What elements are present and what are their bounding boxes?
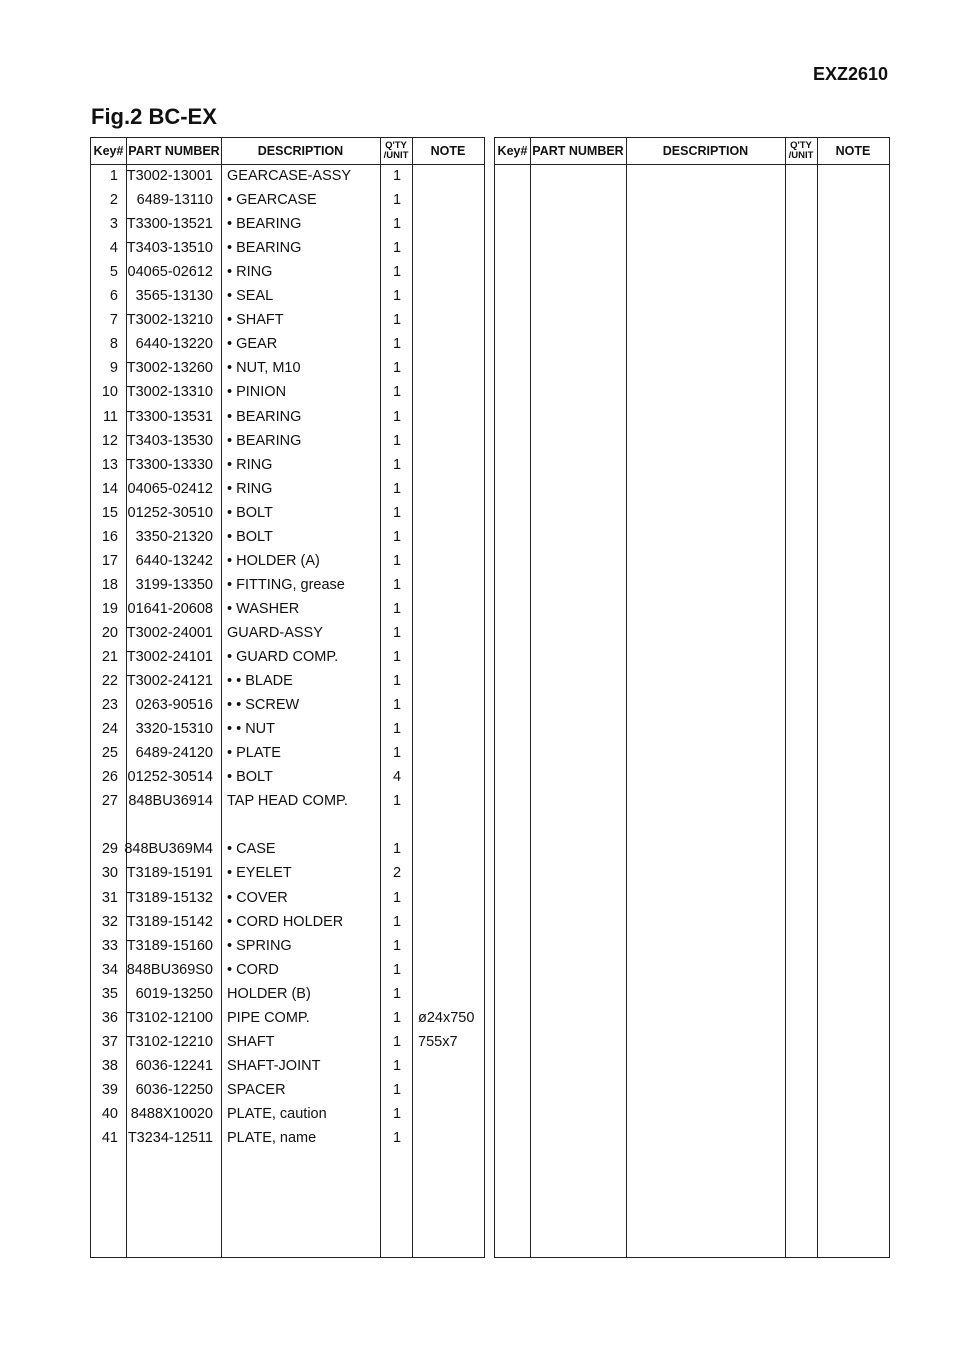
qty-cell: 1 — [392, 168, 402, 184]
table-row — [91, 718, 484, 742]
qty-cell: 1 — [392, 745, 402, 762]
description-cell: • SEAL — [227, 288, 274, 305]
part-number-cell: T3403-13510 — [126, 240, 213, 257]
description-cell: • NUT, M10 — [227, 360, 301, 377]
qty-cell: 1 — [392, 793, 402, 810]
table-row — [91, 670, 484, 694]
parts-table-left — [90, 137, 485, 1258]
part-number-cell: T3002-13210 — [126, 312, 213, 329]
key-cell: 18 — [101, 576, 118, 593]
header-key-right: Key# — [497, 144, 528, 158]
qty-cell: 1 — [392, 961, 402, 978]
part-number-cell: 848BU369M4 — [124, 841, 213, 858]
table-row — [91, 598, 484, 622]
part-number-cell: 6440-13220 — [135, 336, 213, 353]
part-number-cell: T3002-13001 — [126, 168, 213, 184]
qty-cell: 1 — [392, 576, 402, 593]
part-number-cell: 8488X10020 — [130, 1105, 213, 1122]
key-cell: 5 — [109, 264, 118, 281]
table-row — [91, 478, 484, 502]
table-row — [91, 1103, 484, 1127]
key-cell: 26 — [101, 769, 118, 786]
key-cell: 11 — [102, 408, 118, 425]
parts-table-right — [494, 137, 890, 1258]
qty-cell: 1 — [392, 1009, 402, 1026]
part-number-cell: T3300-13330 — [126, 456, 213, 473]
description-cell: • BEARING — [227, 432, 302, 449]
description-cell: SPACER — [227, 1081, 286, 1098]
part-number-cell: 6036-12250 — [135, 1081, 213, 1098]
qty-cell: 1 — [392, 216, 402, 233]
part-number-cell: T3189-15132 — [126, 889, 213, 906]
part-number-cell: T3234-12511 — [127, 1130, 213, 1146]
qty-cell: 4 — [392, 769, 402, 786]
key-cell: 17 — [101, 552, 118, 569]
description-cell: • BEARING — [227, 408, 302, 425]
table-row — [91, 285, 484, 309]
description-cell: • COVER — [227, 889, 288, 906]
table-row — [91, 1055, 484, 1079]
part-number-cell: T3189-15142 — [126, 913, 213, 930]
table-row — [91, 1031, 484, 1055]
table-row — [91, 454, 484, 478]
key-cell: 15 — [101, 504, 118, 521]
table-row — [91, 189, 484, 213]
header-qty — [380, 138, 412, 164]
description-cell: • PLATE — [227, 745, 281, 762]
description-cell: SHAFT — [227, 1033, 275, 1050]
key-cell: 27 — [101, 793, 118, 810]
note-cell: 755x7 — [418, 1033, 458, 1050]
table-row — [91, 646, 484, 670]
part-number-cell: T3102-12100 — [126, 1009, 213, 1026]
table-row — [91, 1079, 484, 1103]
key-cell: 23 — [101, 697, 118, 714]
key-cell: 21 — [101, 649, 118, 665]
description-cell: • RING — [227, 456, 273, 473]
key-cell: 20 — [101, 624, 118, 641]
key-cell: 32 — [101, 913, 118, 930]
model-number: EXZ2610 — [812, 64, 888, 84]
key-cell: 13 — [101, 456, 118, 473]
description-cell: • GEAR — [227, 336, 278, 353]
description-cell: • PINION — [227, 384, 287, 401]
description-cell: HOLDER (B) — [227, 985, 311, 1002]
description-cell: • RING — [227, 264, 273, 281]
description-cell: • GUARD COMP. — [227, 649, 339, 665]
description-cell: • BOLT — [227, 504, 273, 521]
part-number-cell: 01641-20608 — [127, 600, 213, 617]
qty-cell: 1 — [392, 288, 402, 305]
part-number-cell: T3002-24101 — [126, 649, 213, 665]
qty-cell: 1 — [392, 432, 402, 449]
header-description: DESCRIPTION — [257, 144, 344, 158]
key-cell: 30 — [101, 865, 118, 882]
description-cell: • SPRING — [227, 937, 292, 954]
key-cell: 39 — [101, 1081, 118, 1098]
description-cell: SHAFT-JOINT — [227, 1057, 321, 1074]
figure-title: Fig.2 BC-EX — [91, 104, 217, 129]
qty-cell: 1 — [392, 360, 402, 377]
key-cell: 19 — [101, 600, 118, 617]
note-cell: ø24x750 — [418, 1009, 475, 1026]
qty-cell: 1 — [392, 1057, 402, 1074]
table-row — [91, 574, 484, 598]
description-cell: • BEARING — [227, 240, 302, 257]
table-row — [91, 935, 484, 959]
table-row — [91, 1007, 484, 1031]
description-cell: • • SCREW — [227, 697, 300, 714]
qty-cell: 1 — [392, 480, 402, 497]
part-number-cell: T3300-13531 — [126, 408, 213, 425]
qty-cell: 2 — [392, 865, 402, 882]
part-number-cell: T3002-24121 — [126, 673, 213, 690]
description-cell: • • NUT — [227, 721, 276, 738]
table-row — [91, 766, 484, 790]
table-row — [91, 742, 484, 766]
part-number-cell: 3565-13130 — [135, 288, 213, 305]
key-cell: 9 — [109, 360, 118, 377]
table-row — [91, 694, 484, 718]
description-cell: • HOLDER (A) — [227, 552, 320, 569]
table-row — [91, 502, 484, 526]
description-cell: • • BLADE — [227, 673, 293, 690]
table-row — [91, 261, 484, 285]
part-number-cell: T3102-12210 — [126, 1033, 213, 1050]
key-cell: 41 — [101, 1130, 118, 1146]
qty-cell: 1 — [392, 336, 402, 353]
key-cell: 35 — [101, 985, 118, 1002]
table-row — [91, 862, 484, 886]
description-cell: • EYELET — [227, 865, 292, 882]
description-cell: • CORD — [227, 961, 279, 978]
part-number-cell: 6019-13250 — [135, 985, 213, 1002]
header-qty-line1: Q'TY — [385, 140, 407, 151]
part-number-cell: 6489-13110 — [136, 192, 213, 209]
qty-cell: 1 — [392, 552, 402, 569]
qty-cell: 1 — [392, 456, 402, 473]
qty-cell: 1 — [392, 937, 402, 954]
description-cell: • WASHER — [227, 600, 300, 617]
key-cell: 22 — [101, 673, 118, 690]
qty-cell: 1 — [392, 1033, 402, 1050]
qty-cell: 1 — [392, 192, 402, 209]
header-qty-right — [785, 138, 817, 164]
part-number-cell: 0263-90516 — [135, 697, 213, 714]
table-row — [91, 165, 484, 189]
part-number-cell: 01252-30510 — [127, 504, 213, 521]
table-row — [91, 887, 484, 911]
part-number-cell: 04065-02612 — [127, 264, 213, 281]
qty-cell: 1 — [392, 985, 402, 1002]
key-cell: 36 — [101, 1009, 118, 1026]
table-row — [91, 622, 484, 646]
description-cell: PLATE, name — [227, 1130, 317, 1146]
description-cell: • CORD HOLDER — [227, 913, 344, 930]
part-number-cell: 3199-13350 — [135, 576, 213, 593]
table-row — [91, 237, 484, 261]
table-row — [91, 838, 484, 862]
qty-cell: 1 — [392, 408, 402, 425]
qty-cell: 1 — [392, 697, 402, 714]
header-note: NOTE — [430, 144, 466, 158]
table-row — [91, 790, 484, 814]
table-row — [91, 550, 484, 574]
header-key: Key# — [93, 144, 124, 158]
table-row — [91, 430, 484, 454]
part-number-cell: 6489-24120 — [135, 745, 213, 762]
qty-cell: 1 — [392, 1130, 402, 1146]
description-cell: • BEARING — [227, 216, 302, 233]
qty-cell: 1 — [392, 384, 402, 401]
key-cell: 2 — [109, 192, 118, 209]
header-part-number: PART NUMBER — [128, 144, 220, 158]
description-cell: • GEARCASE — [227, 192, 317, 209]
key-cell: 40 — [101, 1105, 118, 1122]
qty-cell: 1 — [392, 721, 402, 738]
key-cell: 8 — [109, 336, 118, 353]
key-cell: 29 — [101, 841, 118, 858]
description-cell: • CASE — [227, 841, 276, 858]
table-row — [91, 814, 484, 838]
key-cell: 25 — [101, 745, 118, 762]
key-cell: 3 — [109, 216, 118, 233]
part-number-cell: 3320-15310 — [135, 721, 213, 738]
key-cell: 34 — [101, 961, 118, 978]
table-row — [91, 213, 484, 237]
header-part-number-right: PART NUMBER — [532, 144, 624, 158]
table-row — [91, 381, 484, 405]
description-cell: • BOLT — [227, 528, 273, 545]
part-number-cell: 04065-02412 — [127, 480, 213, 497]
qty-cell: 1 — [392, 600, 402, 617]
qty-cell: 1 — [392, 649, 402, 665]
key-cell: 31 — [101, 889, 118, 906]
key-cell: 33 — [101, 937, 118, 954]
part-number-cell: T3002-13260 — [126, 360, 213, 377]
part-number-cell: T3300-13521 — [126, 216, 213, 233]
header-qty-line2-right: /UNIT — [788, 150, 814, 161]
table-row — [91, 1127, 484, 1151]
qty-cell: 1 — [392, 1081, 402, 1098]
header-description-right: DESCRIPTION — [662, 144, 749, 158]
key-cell: 10 — [101, 384, 118, 401]
key-cell: 6 — [109, 288, 118, 305]
part-number-cell: T3002-13310 — [126, 384, 213, 401]
description-cell: PLATE, caution — [227, 1105, 327, 1122]
qty-cell: 1 — [392, 624, 402, 641]
qty-cell: 1 — [392, 913, 402, 930]
part-number-cell: T3189-15191 — [126, 865, 213, 882]
qty-cell: 1 — [392, 528, 402, 545]
key-cell: 12 — [101, 432, 118, 449]
description-cell: • SHAFT — [227, 312, 284, 329]
qty-cell: 1 — [392, 673, 402, 690]
table-row — [91, 333, 484, 357]
qty-cell: 1 — [392, 504, 402, 521]
key-cell: 37 — [101, 1033, 118, 1050]
description-cell: PIPE COMP. — [227, 1009, 310, 1026]
key-cell: 24 — [101, 721, 118, 738]
table-row — [91, 357, 484, 381]
table-row — [91, 309, 484, 333]
qty-cell: 1 — [392, 1105, 402, 1122]
part-number-cell: T3403-13530 — [126, 432, 213, 449]
description-cell: • BOLT — [227, 769, 273, 786]
header-qty-line1-right: Q'TY — [790, 140, 812, 151]
part-number-cell: 6036-12241 — [135, 1057, 213, 1074]
key-cell: 7 — [109, 312, 118, 329]
key-cell: 4 — [109, 240, 118, 257]
part-number-cell: T3189-15160 — [126, 937, 213, 954]
description-cell: • FITTING, grease — [227, 576, 345, 593]
qty-cell: 1 — [392, 889, 402, 906]
table-row — [91, 526, 484, 550]
description-cell: GEARCASE-ASSY — [227, 168, 352, 184]
description-cell: • RING — [227, 480, 273, 497]
header-qty-line2: /UNIT — [383, 150, 409, 161]
qty-cell: 1 — [392, 841, 402, 858]
part-number-cell: 3350-21320 — [135, 528, 213, 545]
key-cell: 16 — [101, 528, 118, 545]
description-cell: GUARD-ASSY — [227, 624, 323, 641]
qty-cell: 1 — [392, 312, 402, 329]
header-note-right: NOTE — [835, 144, 871, 158]
qty-cell: 1 — [392, 264, 402, 281]
table-row — [91, 983, 484, 1007]
part-number-cell: 848BU369S0 — [126, 961, 213, 978]
table-row — [91, 406, 484, 430]
table-row — [91, 911, 484, 935]
key-cell: 14 — [101, 480, 118, 497]
key-cell: 1 — [109, 168, 118, 184]
part-number-cell: T3002-24001 — [126, 624, 213, 641]
table-row — [91, 959, 484, 983]
key-cell: 38 — [101, 1057, 118, 1074]
description-cell: TAP HEAD COMP. — [227, 793, 348, 810]
qty-cell: 1 — [392, 240, 402, 257]
part-number-cell: 6440-13242 — [135, 552, 213, 569]
part-number-cell: 848BU36914 — [128, 793, 213, 810]
part-number-cell: 01252-30514 — [127, 769, 213, 786]
